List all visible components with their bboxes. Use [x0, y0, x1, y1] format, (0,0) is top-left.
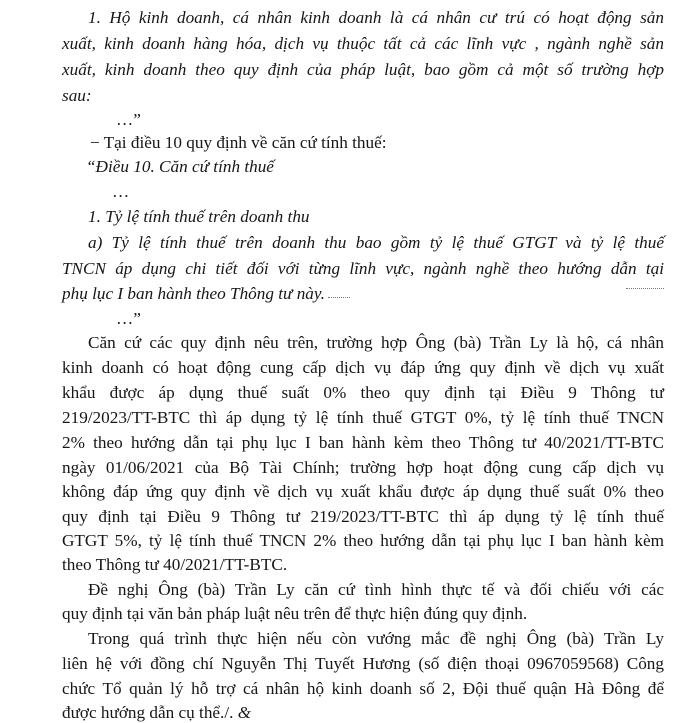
ellipsis-3: …” — [116, 309, 141, 328]
contact-line-2: liên hệ với đồng chí Nguyễn Thị Tuyết Hương (số điện thoại 0967059568) Công — [62, 654, 664, 673]
article-10-title: “Điều 10. Căn cứ tính thuế — [86, 157, 274, 176]
signature-mark: & — [237, 703, 251, 722]
clause-1-heading: 1. Tỷ lệ tính thuế trên doanh thu — [88, 207, 310, 226]
item1-line-1: 1. Hộ kinh doanh, cá nhân kinh doanh là cá nhân cư trú có hoạt động sản — [88, 8, 664, 27]
conclusion-line-1: Căn cứ các quy định nêu trên, trường hợp Ông (bà) Trần Ly là hộ, cá nhân — [88, 333, 664, 352]
recommendation-line-1: Đề nghị Ông (bà) Trần Ly căn cứ tình hình thực tế và đối chiếu với các — [88, 580, 664, 599]
conclusion-line-2: kinh doanh có hoạt động cung cấp dịch vụ đáp ứng quy định về dịch vụ xuất — [62, 358, 664, 377]
contact-line-4 — [62, 703, 251, 723]
contact-line-1: Trong quá trình thực hiện nếu còn vướng mắc đề nghị Ông (bà) Trần Ly — [88, 629, 664, 648]
conclusion-line-8: quy định tại Điều 9 Thông tư 219/2023/TT-BTC thì áp dụng tỷ lệ tính thuế — [62, 507, 664, 526]
ellipsis-2: … — [112, 182, 130, 201]
clause-1a-line-1: a) Tỷ lệ tính thuế trên doanh thu bao gồm tỷ lệ thuế GTGT và tỷ lệ thuế — [88, 233, 664, 252]
scan-noise — [626, 288, 664, 290]
conclusion-line-10: theo Thông tư 40/2021/TT-BTC. — [62, 555, 288, 574]
ellipsis-1: …” — [116, 110, 141, 129]
conclusion-line-9: GTGT 5%, tỷ lệ tính thuế TNCN 2% theo hướng dẫn tại phụ lục I ban hành kèm — [62, 531, 664, 550]
conclusion-line-3: khẩu được áp dụng thuế suất 0% theo quy định tại Điều 9 Thông tư — [62, 383, 664, 402]
conclusion-line-5: 2% theo hướng dẫn tại phụ lục I ban hành kèm theo Thông tư 40/2021/TT-BTC — [62, 433, 664, 452]
contact-line-4-text: được hướng dẫn cụ thể./. — [62, 703, 238, 722]
recommendation-line-2: quy định tại văn bản pháp luật nêu trên để thực hiện đúng quy định. — [62, 604, 528, 623]
item1-line-4: sau: — [62, 86, 92, 105]
clause-1a-line-3: phụ lục I ban hành theo Thông tư này. — [62, 284, 325, 303]
item1-line-2: xuất, kinh doanh hàng hóa, dịch vụ thuộc tất cả các lĩnh vực , ngành nghề sản — [62, 34, 664, 53]
contact-line-3: chức Tổ quản lý hỗ trợ cá nhân hộ kinh doanh số 2, Đội thuế quận Hà Đông để — [62, 679, 664, 698]
bullet-article-10: − Tại điều 10 quy định về căn cứ tính thuế: — [90, 133, 387, 152]
conclusion-line-7: không đáp ứng quy định về dịch vụ xuất khẩu được áp dụng thuế suất 0% theo — [62, 482, 664, 501]
clause-1a-line-2: TNCN áp dụng chi tiết đối với từng lĩnh vực, ngành nghề theo hướng dẫn tại — [62, 259, 664, 278]
item1-line-3: xuất, kinh doanh theo quy định của pháp luật, bao gồm cả một số trường hợp — [62, 60, 664, 79]
conclusion-line-6: ngày 01/06/2021 của Bộ Tài Chính; trường hợp hoạt động cung cấp dịch vụ — [62, 458, 664, 477]
conclusion-line-4: 219/2023/TT-BTC thì áp dụng tỷ lệ tính thuế GTGT 0%, tỷ lệ tính thuế TNCN — [62, 408, 664, 427]
scan-noise — [328, 297, 350, 299]
